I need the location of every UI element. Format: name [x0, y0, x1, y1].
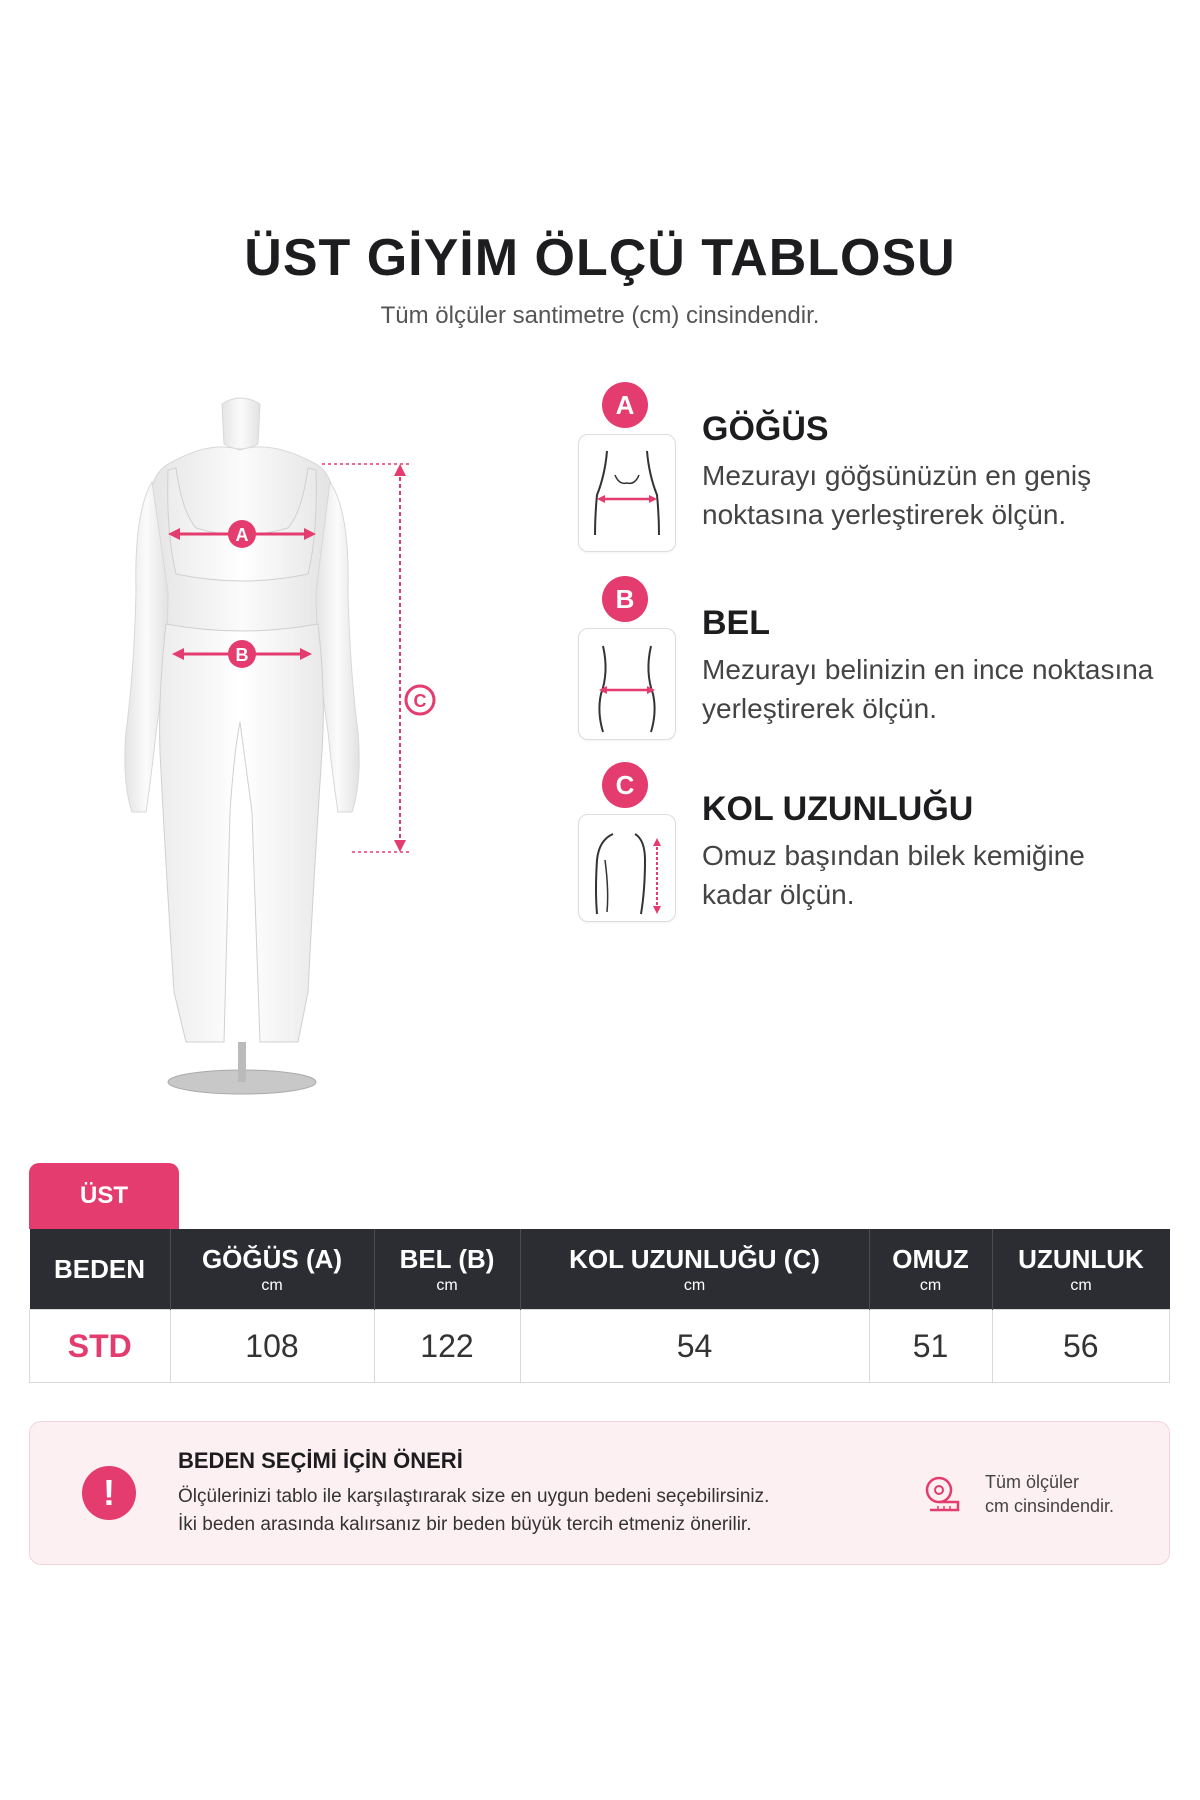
column-header-shoulder: OMUZ cm: [869, 1229, 992, 1310]
table-tab[interactable]: ÜST: [29, 1163, 179, 1229]
waist-thumbnail: [578, 628, 676, 740]
tip-line-2: İki beden arasında kalırsanız bir beden büyük tercih etmeniz önerilir.: [178, 1514, 752, 1535]
measurement-chest: [578, 382, 1178, 552]
chest-title: GÖĞÜS: [702, 410, 829, 448]
cell-size: STD: [30, 1310, 171, 1383]
cell-shoulder: 51: [869, 1310, 992, 1383]
waist-description: [702, 650, 1172, 728]
waist-title: BEL: [702, 604, 770, 642]
badge-b: B: [602, 576, 648, 622]
column-header-size: BEDEN: [30, 1229, 171, 1310]
label-b: B: [235, 645, 249, 665]
measurement-waist: [578, 576, 1178, 746]
tip-note: [985, 1470, 1114, 1518]
waist-measure-icon: [579, 629, 675, 745]
column-header-waist: BEL (B) cm: [374, 1229, 520, 1310]
table-header-row: [30, 1229, 1170, 1310]
sleeve-desc-line-2: kadar ölçün.: [702, 879, 855, 910]
cell-waist: 122: [374, 1310, 520, 1383]
size-table: [29, 1229, 1170, 1383]
measuring-tape-icon: [922, 1474, 962, 1514]
sleeve-title: KOL UZUNLUĞU: [702, 790, 974, 828]
chest-desc-line-2: noktasına yerleştirerek ölçün.: [702, 499, 1067, 530]
table-row: [30, 1310, 1170, 1383]
page-subtitle: Tüm ölçüler santimetre (cm) cinsindendir.: [380, 302, 820, 329]
column-header-length: UZUNLUK cm: [992, 1229, 1170, 1310]
column-header-sleeve: KOL UZUNLUĞU (C) cm: [520, 1229, 869, 1310]
waist-desc-line-2: yerleştirerek ölçün.: [702, 693, 937, 724]
badge-a: A: [602, 382, 648, 428]
page-title: ÜST GİYİM ÖLÇÜ TABLOSU: [244, 229, 956, 287]
chest-description: [702, 456, 1172, 534]
chest-measure-icon: [579, 435, 675, 551]
tip-note-line-2: cm cinsindendir.: [985, 1496, 1115, 1516]
badge-c: C: [602, 762, 648, 808]
cell-chest: 108: [170, 1310, 374, 1383]
label-c: C: [413, 691, 427, 711]
exclamation-icon: !: [82, 1466, 136, 1520]
sleeve-desc-line-1: Omuz başından bilek kemiğine: [702, 840, 1085, 871]
tip-note-line-1: Tüm ölçüler: [985, 1472, 1080, 1492]
sleeve-measure-icon: [579, 815, 675, 931]
chest-thumbnail: [578, 434, 676, 552]
chest-desc-line-1: Mezurayı göğsünüzün en geniş: [702, 460, 1092, 491]
tip-title: BEDEN SEÇİMİ İÇİN ÖNERİ: [178, 1448, 463, 1473]
label-a: A: [235, 525, 249, 545]
cell-length: 56: [992, 1310, 1170, 1383]
tip-line-1: Ölçülerinizi tablo ile karşılaştırarak size en uygun bedeni seçebilirsiniz.: [178, 1486, 770, 1507]
column-header-chest: GÖĞÜS (A) cm: [170, 1229, 374, 1310]
sleeve-description: [702, 836, 1172, 914]
size-tip-box: [29, 1421, 1170, 1565]
mannequin-illustration: [112, 392, 472, 1102]
measurement-sleeve: [578, 762, 1178, 932]
cell-sleeve: 54: [520, 1310, 869, 1383]
waist-desc-line-1: Mezurayı belinizin en ince noktasına: [702, 654, 1154, 685]
sleeve-thumbnail: [578, 814, 676, 922]
